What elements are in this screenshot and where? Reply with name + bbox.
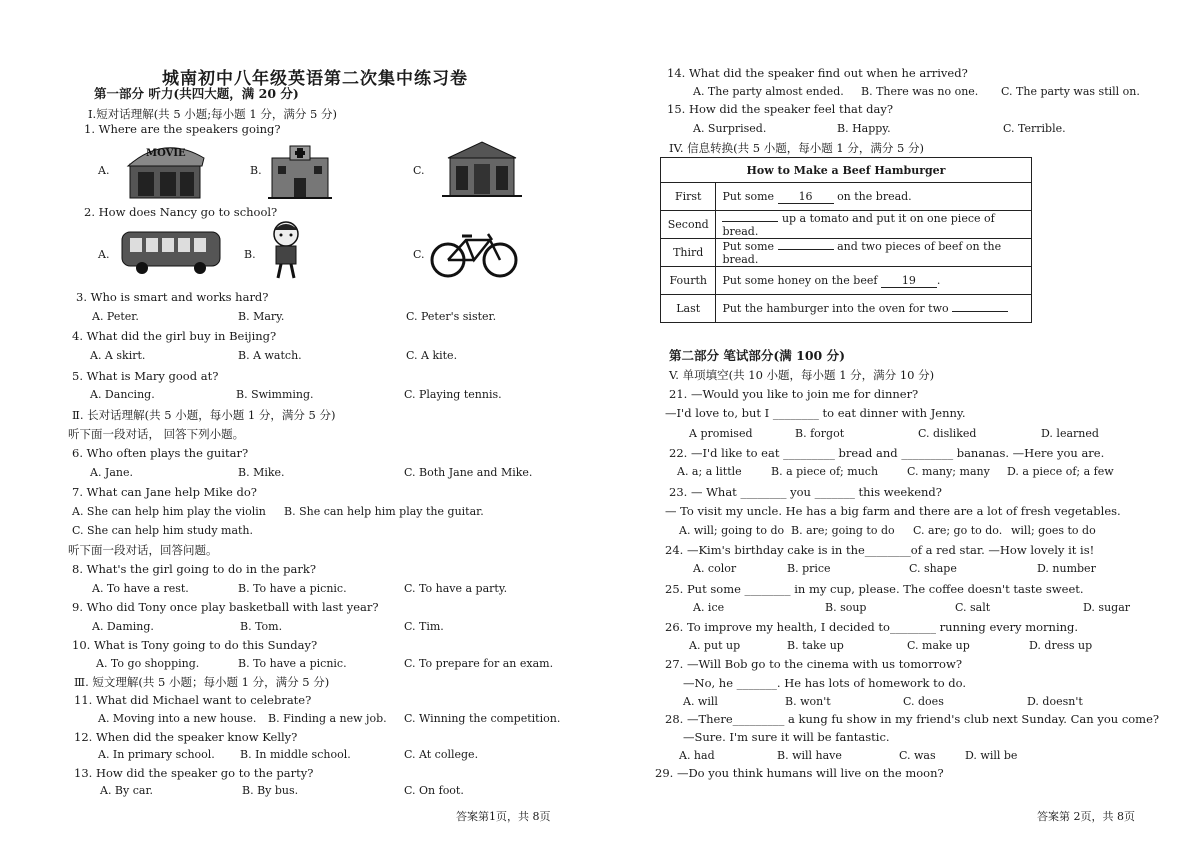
q13-option-c: C. On foot. <box>404 784 464 797</box>
q26-option-d: D. dress up <box>1029 639 1093 652</box>
question-7: 7. What can Jane help Mike do? <box>72 485 257 499</box>
q4-option-a: A. A skirt. <box>90 349 146 362</box>
question-25: 25. Put some ________ in my cup, please. The coffee doesn't taste sweet. <box>665 582 1084 596</box>
q2-option-b-label: B. <box>244 248 256 261</box>
step-text-post: and two pieces of beef on the bread. <box>722 239 1002 266</box>
q14-option-a: A. The party almost ended. <box>693 85 844 98</box>
question-3: 3. Who is smart and works hard? <box>76 290 269 304</box>
q27-option-c: C. does <box>903 695 944 708</box>
cinema-picture <box>124 138 208 202</box>
q6-option-c: C. Both Jane and Mike. <box>404 466 533 479</box>
movie-sign-text: MOVIE <box>146 148 186 159</box>
step-text-post: . <box>936 273 941 287</box>
q8-option-a: A. To have a rest. <box>92 582 189 595</box>
question-15: 15. How did the speaker feel that day? <box>667 102 894 116</box>
exam-title: 城南初中八年级英语第二次集中练习卷 <box>162 69 468 89</box>
q11-option-c: C. Winning the competition. <box>404 712 561 725</box>
q22-option-b: B. a piece of; much <box>771 465 879 478</box>
q12-option-a: A. In primary school. <box>98 748 215 761</box>
q5-option-a: A. Dancing. <box>90 388 155 401</box>
question-28-line2: —Sure. I'm sure it will be fantastic. <box>683 730 890 744</box>
q3-option-b: B. Mary. <box>238 310 285 323</box>
question-9: 9. Who did Tony once play basketball with last year? <box>72 600 379 614</box>
question-21: 21. —Would you like to join me for dinner? <box>669 387 919 401</box>
q15-option-b: B. Happy. <box>837 122 891 135</box>
table-row <box>661 183 1032 211</box>
instruction-2: 听下面一段对话，回答问题。 <box>68 543 218 557</box>
q11-option-b: B. Finding a new job. <box>268 712 387 725</box>
question-10: 10. What is Tony going to do this Sunday? <box>72 638 318 652</box>
section5-heading: V. 单项填空(共 10 小题，每小题 1 分，满分 10 分) <box>669 368 935 382</box>
q24-option-d: D. number <box>1037 562 1096 575</box>
q3-option-a: A. Peter. <box>92 310 139 323</box>
q22-option-c: C. many; many <box>907 465 990 478</box>
table-row <box>661 239 1032 267</box>
question-6: 6. Who often plays the guitar? <box>72 446 249 460</box>
q7-option-b: B. She can help him play the guitar. <box>284 505 484 518</box>
q24-option-a: A. color <box>693 562 737 575</box>
answer-blank-18 <box>778 249 834 250</box>
recipe-table-title: How to Make a Beef Hamburger <box>661 158 1032 183</box>
q10-option-b: B. To have a picnic. <box>238 657 347 670</box>
step-text-pre: Put the hamburger into the oven for two <box>722 302 949 315</box>
instruction-1: 听下面一段对话， 回答下列小题。 <box>68 427 245 441</box>
step-label: Last <box>661 295 716 323</box>
q23-option-a: A. will; going to do <box>679 524 785 537</box>
q21-option-b: B. forgot <box>795 427 845 440</box>
table-row <box>661 267 1032 295</box>
question-21-line2: —I'd love to, but I ________ to eat dinner with Jenny. <box>665 406 966 420</box>
question-27: 27. —Will Bob go to the cinema with us tomorrow? <box>665 657 962 671</box>
recipe-table <box>660 157 1032 323</box>
q21-option-c: C. disliked <box>918 427 977 440</box>
table-row <box>661 295 1032 323</box>
q21-option-d: D. learned <box>1041 427 1099 440</box>
answer-blank-19: 19 <box>881 274 937 288</box>
answer-blank-20 <box>952 311 1008 312</box>
section3-heading: Ⅲ. 短文理解(共 5 小题；每小题 1 分，满分 5 分) <box>74 675 330 689</box>
q10-option-c: C. To prepare for an exam. <box>404 657 554 670</box>
q25-option-b: B. soup <box>825 601 867 614</box>
page-1 <box>68 0 632 847</box>
question-28: 28. —There_________ a kung fu show in my friend's club next Sunday. Can you come? <box>665 712 1160 726</box>
q23-option-c: C. are; go to do. <box>913 524 1003 537</box>
q9-option-a: A. Daming. <box>92 620 154 633</box>
step-text-pre: Put some honey on the beef <box>722 273 878 287</box>
question-13: 13. How did the speaker go to the party? <box>74 766 314 780</box>
q9-option-b: B. Tom. <box>240 620 283 633</box>
q26-option-c: C. make up <box>907 639 970 652</box>
answer-blank-17 <box>722 221 778 222</box>
q5-option-b: B. Swimming. <box>236 388 314 401</box>
step-text-pre: Put some <box>722 189 775 203</box>
q27-option-d: D. doesn't <box>1027 695 1083 708</box>
question-1: 1. Where are the speakers going? <box>84 122 281 136</box>
q27-option-a: A. will <box>683 695 718 708</box>
question-12: 12. When did the speaker know Kelly? <box>74 730 298 744</box>
q11-option-a: A. Moving into a new house. <box>98 712 257 725</box>
question-29: 29. —Do you think humans will live on the moon? <box>655 766 944 780</box>
question-8: 8. What's the girl going to do in the park? <box>72 562 317 576</box>
q21-option-a: A promised <box>689 427 753 440</box>
q15-option-c: C. Terrible. <box>1003 122 1066 135</box>
bicycle-picture <box>426 228 522 280</box>
question-27-line2: —No, he _______. He has lots of homework to do. <box>683 676 967 690</box>
hospital-picture <box>268 140 332 200</box>
q4-option-c: C. A kite. <box>406 349 458 362</box>
q27-option-b: B. won't <box>785 695 831 708</box>
q1-option-b-label: B. <box>250 164 262 177</box>
q7-option-c: C. She can help him study math. <box>72 524 254 537</box>
question-4: 4. What did the girl buy in Beijing? <box>72 329 277 343</box>
part1-heading: 第一部分 听力(共四大题，满 20 分) <box>94 86 299 101</box>
q8-option-c: C. To have a party. <box>404 582 508 595</box>
q28-option-a: A. had <box>679 749 715 762</box>
q26-option-a: A. put up <box>689 639 741 652</box>
q24-option-b: B. price <box>787 562 831 575</box>
q6-option-b: B. Mike. <box>238 466 285 479</box>
table-row <box>661 211 1032 239</box>
q25-option-a: A. ice <box>693 601 725 614</box>
section2-heading: Ⅱ. 长对话理解(共 5 小题，每小题 1 分，满分 5 分) <box>72 408 336 422</box>
q23-option-b: B. are; going to do <box>791 524 895 537</box>
q14-option-c: C. The party was still on. <box>1001 85 1140 98</box>
q13-option-b: B. By bus. <box>242 784 299 797</box>
step-label: Third <box>661 239 716 267</box>
q26-option-b: B. take up <box>787 639 844 652</box>
q14-option-b: B. There was no one. <box>861 85 979 98</box>
q6-option-a: A. Jane. <box>90 466 133 479</box>
page-2-footer: 答案第 2页，共 8页 <box>1037 810 1135 823</box>
q10-option-a: A. To go shopping. <box>96 657 200 670</box>
q12-option-c: C. At college. <box>404 748 479 761</box>
question-24: 24. —Kim's birthday cake is in the________of a red star. —How lovely it is! <box>665 543 1095 557</box>
answer-blank-16: 16 <box>778 190 834 204</box>
page-1-footer: 答案第1页，共 8页 <box>456 810 551 823</box>
q15-option-a: A. Surprised. <box>693 122 767 135</box>
q5-option-c: C. Playing tennis. <box>404 388 502 401</box>
question-23: 23. — What ________ you _______ this weekend? <box>669 485 942 499</box>
question-2: 2. How does Nancy go to school? <box>84 205 278 219</box>
bus-picture <box>118 226 226 276</box>
q3-option-c: C. Peter's sister. <box>406 310 497 323</box>
question-14: 14. What did the speaker find out when he arrived? <box>667 66 968 80</box>
q2-option-c-label: C. <box>413 248 425 261</box>
section1-heading: Ⅰ.短对话理解(共 5 小题;每小题 1 分，满分 5 分) <box>88 107 337 121</box>
page-2 <box>655 0 1165 847</box>
question-5: 5. What is Mary good at? <box>72 369 219 383</box>
step-text-pre: Put some <box>722 239 775 253</box>
q23-option-d: will; goes to do <box>1011 524 1096 537</box>
q28-option-c: C. was <box>899 749 936 762</box>
step-text-post: up a tomato and put it on one piece of bread. <box>722 211 995 238</box>
step-label: Fourth <box>661 267 716 295</box>
q22-option-d: D. a piece of; a few <box>1007 465 1114 478</box>
section4-heading: IV. 信息转换(共 5 小题，每小题 1 分，满分 5 分) <box>669 141 925 155</box>
walking-boy-picture <box>266 220 306 280</box>
q28-option-b: B. will have <box>777 749 842 762</box>
step-text-post: on the bread. <box>837 189 912 203</box>
step-label: Second <box>661 211 716 239</box>
q12-option-b: B. In middle school. <box>240 748 351 761</box>
question-23-line2: — To visit my uncle. He has a big farm and there are a lot of fresh vegetables. <box>665 504 1121 518</box>
restaurant-picture <box>442 138 522 200</box>
q7-option-a: A. She can help him play the violin <box>72 505 266 518</box>
q1-option-a-label: A. <box>98 164 110 177</box>
q8-option-b: B. To have a picnic. <box>238 582 347 595</box>
q2-option-a-label: A. <box>98 248 110 261</box>
q13-option-a: A. By car. <box>100 784 153 797</box>
q24-option-c: C. shape <box>909 562 957 575</box>
q25-option-d: D. sugar <box>1083 601 1131 614</box>
q1-option-c-label: C. <box>413 164 425 177</box>
question-11: 11. What did Michael want to celebrate? <box>74 693 312 707</box>
question-26: 26. To improve my health, I decided to________ running every morning. <box>665 620 1079 634</box>
question-22: 22. —I'd like to eat _________ bread and _________ bananas. —Here you are. <box>669 446 1105 460</box>
q4-option-b: B. A watch. <box>238 349 302 362</box>
part2-heading: 第二部分 笔试部分(满 100 分) <box>669 348 845 363</box>
q25-option-c: C. salt <box>955 601 991 614</box>
step-label: First <box>661 183 716 211</box>
q9-option-c: C. Tim. <box>404 620 444 633</box>
q22-option-a: A. a; a little <box>677 465 742 478</box>
q28-option-d: D. will be <box>965 749 1018 762</box>
